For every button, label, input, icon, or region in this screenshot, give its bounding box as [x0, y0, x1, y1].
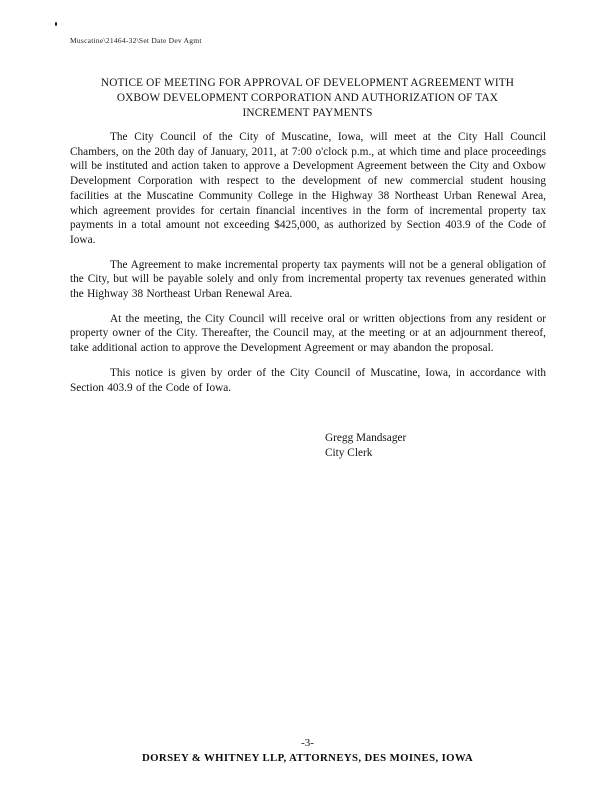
footer-firm-line: DORSEY & WHITNEY LLP, ATTORNEYS, DES MOINES, IOWA: [142, 752, 473, 764]
notice-title: [70, 76, 545, 121]
signatory-title: City Clerk: [325, 447, 373, 459]
signatory-name: Gregg Mandsager: [325, 432, 407, 444]
paragraph-meeting-details: The City Council of the City of Muscatine, Iowa, will meet at the City Hall Council Chambers, on the 20th day of January, 2011, at 7:00 o'clock p.m., at which time and place proceedings will be instituted and action taken to approve a Development Agreement between the City and Oxbow Development Corporation with respect to the development of new commercial student housing facilities at the Muscatine Community College in the Highway 38 Northeast Urban Renewal Area, which agreement provides for certain financial incentives in the form of incremental property tax payments in a total amount not exceeding $425,000, as authorized by Section 403.9 of the Code of Iowa.: [70, 131, 546, 246]
signature-block: [325, 431, 406, 461]
paragraph-order: This notice is given by order of the City Council of Muscatine, Iowa, in accordance with Section 403.9 of the Code of Iowa.: [70, 366, 546, 394]
notice-title-line-2: OXBOW DEVELOPMENT CORPORATION AND AUTHORIZATION OF TAX: [116, 92, 499, 104]
file-reference: Muscatine\21464-32\Set Date Dev Agmt: [70, 36, 202, 45]
notice-body: [70, 130, 546, 405]
paragraph-obligation: The Agreement to make incremental property tax payments will not be a general obligation of the City, but will be payable solely and only from incremental property tax revenues generated within the Highway 38 Northeast Urban Renewal Area.: [70, 258, 546, 301]
notice-title-line-1: NOTICE OF MEETING FOR APPROVAL OF DEVELOPMENT AGREEMENT WITH: [100, 77, 515, 89]
page-number: -3-: [301, 737, 314, 749]
paragraph-objections: At the meeting, the City Council will receive oral or written objections from any resident or property owner of the City. Thereafter, the Council may, at the meeting or at an adjournment thereof, take additional action to approve the Development Agreement or may abandon the proposal.: [70, 312, 546, 355]
scan-artifact-speck: [55, 22, 57, 26]
notice-title-line-3: INCREMENT PAYMENTS: [242, 107, 373, 119]
